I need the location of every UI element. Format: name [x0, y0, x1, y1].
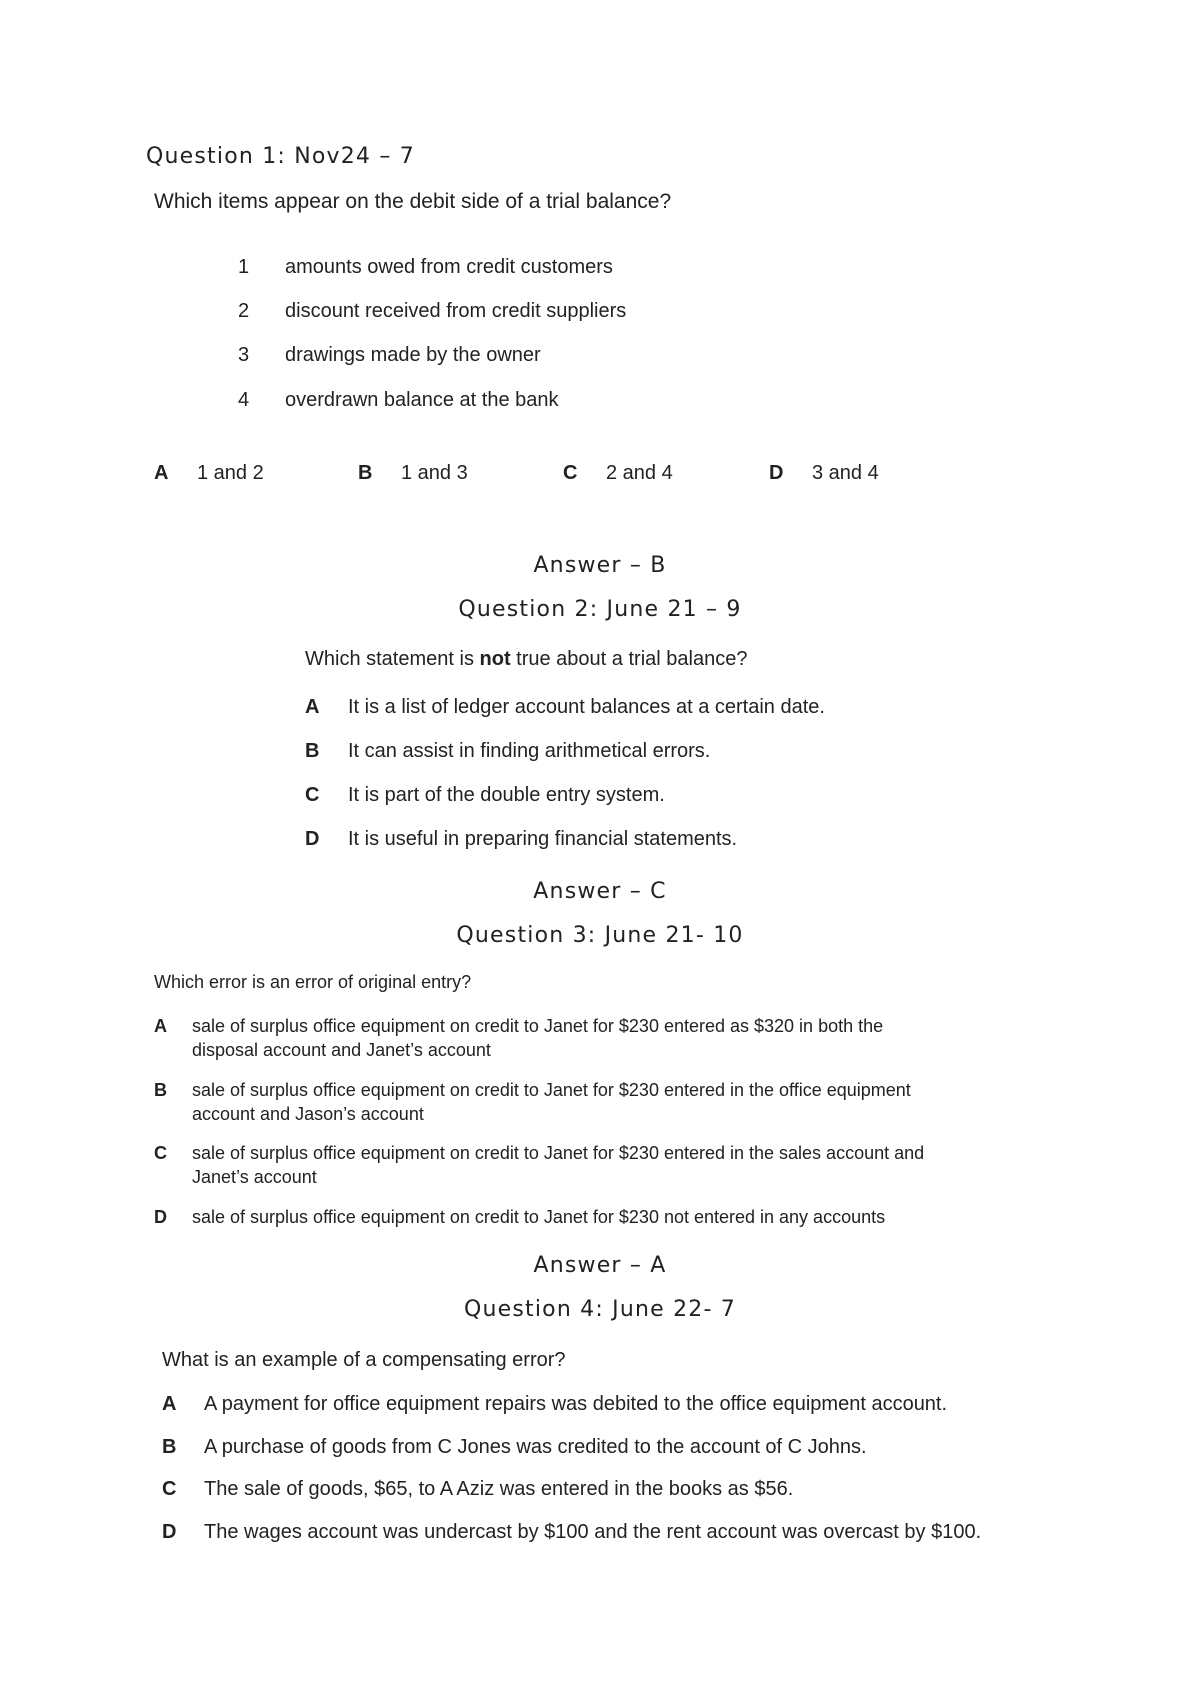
q2-option-text: It can assist in finding arithmetical errors.	[348, 740, 711, 762]
q2-option-text: It is part of the double entry system.	[348, 784, 665, 806]
q1-option-text: 1 and 3	[401, 462, 468, 484]
q3-option-text-line1: sale of surplus office equipment on credit to Janet for $230 entered as $320 in both the	[192, 1016, 884, 1036]
q2-option-letter: D	[305, 828, 320, 850]
q1-option-letter: D	[769, 462, 784, 484]
q1-option-letter: B	[358, 462, 373, 484]
question-4-heading: Question 4: June 22- 7	[463, 1297, 737, 1322]
q3-option-text-line1: sale of surplus office equipment on credit to Janet for $230 entered in the sales account and	[192, 1143, 925, 1163]
q1-item-number: 3	[238, 344, 250, 366]
q1-option-text: 3 and 4	[812, 462, 879, 484]
question-3-stem: Which error is an error of original entry?	[154, 972, 472, 992]
q4-option-letter: B	[162, 1436, 177, 1458]
q3-option-text-line2: account and Jason’s account	[192, 1104, 424, 1124]
question-2-answer: Answer – C	[533, 879, 667, 904]
q3-option-letter: D	[154, 1207, 167, 1227]
q1-option-text: 2 and 4	[606, 462, 673, 484]
q1-option-letter: A	[154, 462, 169, 484]
q2-option-text: It is useful in preparing financial statements.	[348, 828, 738, 850]
q3-option-letter: C	[154, 1143, 167, 1163]
q2-stem-part: Which statement is	[305, 648, 480, 670]
q2-option-letter: B	[305, 740, 320, 762]
q3-option-letter: B	[154, 1080, 167, 1100]
q1-item-number: 2	[238, 300, 250, 322]
question-1-answer: Answer – B	[533, 553, 667, 578]
q1-option-text: 1 and 2	[197, 462, 264, 484]
q1-item-text: discount received from credit suppliers	[285, 300, 627, 322]
question-3-answer: Answer – A	[533, 1253, 667, 1278]
q2-option-letter: C	[305, 784, 320, 806]
question-1-heading: Question 1: Nov24 – 7	[146, 144, 415, 169]
q1-item-number: 4	[238, 389, 250, 411]
question-1-stem: Which items appear on the debit side of a trial balance?	[154, 190, 672, 213]
q3-option-text-line1: sale of surplus office equipment on credit to Janet for $230 entered in the office equipment	[192, 1080, 911, 1100]
q1-option-letter: C	[563, 462, 578, 484]
q2-stem-emphasis: not	[479, 648, 511, 670]
q1-item-number: 1	[238, 256, 250, 278]
question-3-heading: Question 3: June 21- 10	[456, 923, 744, 948]
q4-option-letter: D	[162, 1521, 177, 1543]
question-2-heading: Question 2: June 21 – 9	[458, 597, 742, 622]
question-4-stem: What is an example of a compensating error?	[162, 1349, 566, 1371]
q3-option-letter: A	[154, 1016, 167, 1036]
q4-option-text: A payment for office equipment repairs was debited to the office equipment account.	[204, 1393, 948, 1415]
q4-option-text: The wages account was undercast by $100 and the rent account was overcast by $100.	[204, 1521, 982, 1543]
q4-option-text: The sale of goods, $65, to A Aziz was entered in the books as $56.	[204, 1478, 794, 1500]
q2-option-text: It is a list of ledger account balances at a certain date.	[348, 696, 825, 718]
q4-option-letter: C	[162, 1478, 177, 1500]
q3-option-text-line2: Janet’s account	[192, 1167, 317, 1187]
q4-option-text: A purchase of goods from C Jones was credited to the account of C Johns.	[204, 1436, 867, 1458]
q1-item-text: amounts owed from credit customers	[285, 256, 613, 278]
q1-item-text: drawings made by the owner	[285, 344, 541, 366]
q1-item-text: overdrawn balance at the bank	[285, 389, 559, 411]
q2-option-letter: A	[305, 696, 320, 718]
question-2-stem	[305, 648, 747, 671]
q3-option-text-line1: sale of surplus office equipment on credit to Janet for $230 not entered in any accounts	[192, 1207, 886, 1227]
q2-stem-part: true about a trial balance?	[510, 648, 748, 670]
q4-option-letter: A	[162, 1393, 177, 1415]
q3-option-text-line2: disposal account and Janet’s account	[192, 1040, 491, 1060]
